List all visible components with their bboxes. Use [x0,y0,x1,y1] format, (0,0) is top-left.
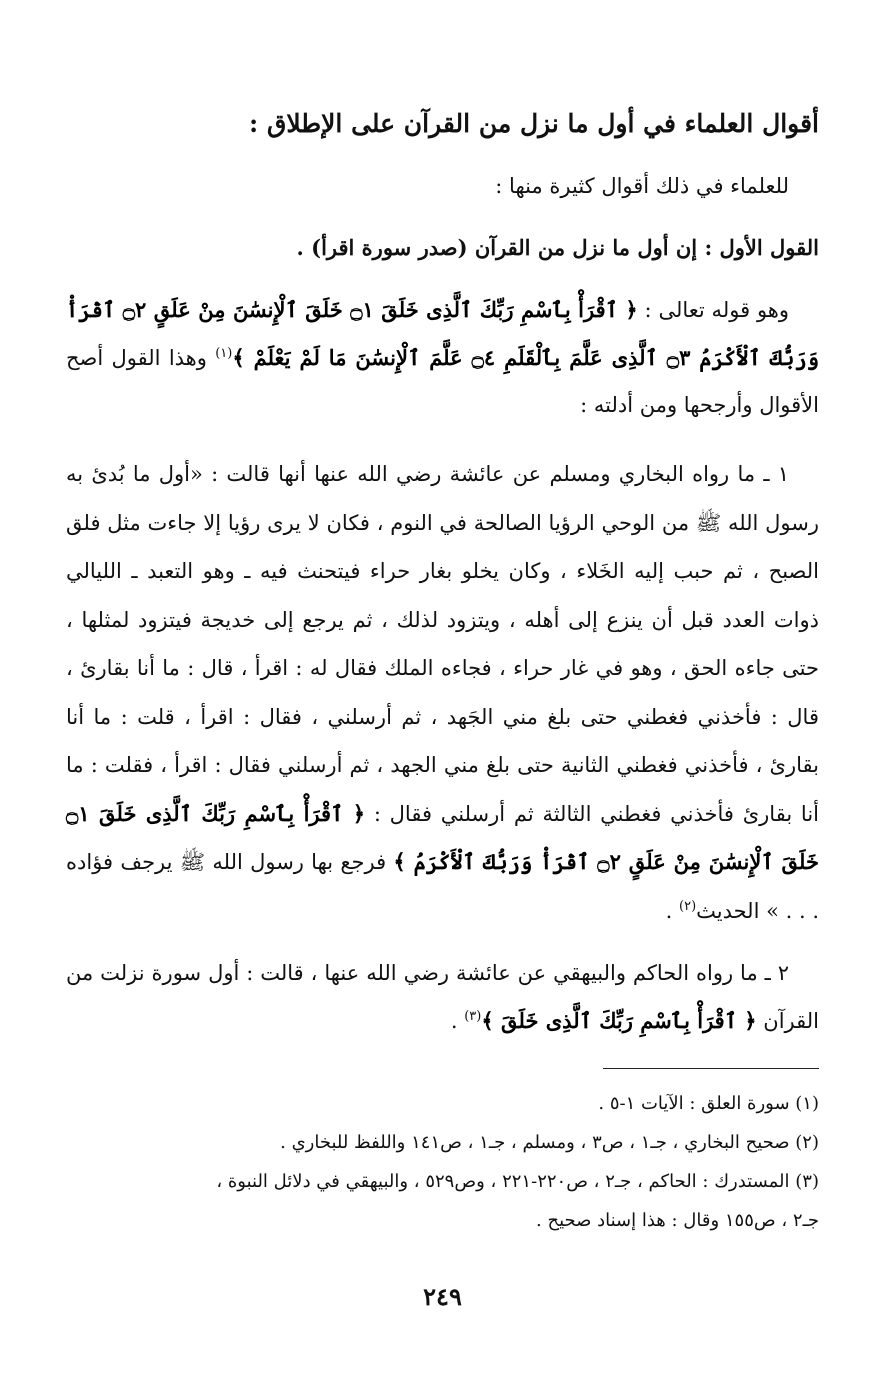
footnote-2: (٢) صحيح البخاري ، جـ١ ، ص٣ ، ومسلم ، جـ١ ، ص١٤١ واللفظ للبخاري . [280,1132,819,1153]
hadith-1-trail: فرجع بها رسول الله ﷺ يرجف فؤاده . . . » الحديث [66,850,819,923]
hadith-2-text: ٢ ـ ما رواه الحاكم والبيهقي عن عائشة رضي الله عنها ، قالت : أول سورة نزلت من القرآن [66,961,819,1033]
verse-trail-text: وهذا القول أصح الأقوال وأرجحها ومن أدلته : [66,346,819,417]
book-page [66,0,819,1399]
quran-verse: ﴿ ٱقْرَأْ بِٱسْمِ رَبِّكَ ٱلَّذِى خَلَقَ ۝١ خَلَقَ ٱلْإِنسَٰنَ مِنْ عَلَقٍ ۝٢ ٱقْرَأْ وَرَبُّكَ ٱلْأَكْرَمُ ﴾ [66,800,819,874]
footnote-ref: (٣) [464,1009,482,1024]
footnotes [66,1084,819,1240]
intro-line: للعلماء في ذلك أقوال كثيرة منها : [495,174,789,198]
footnote-3-continued: جـ٢ ، ص١٥٥ وقال : هذا إسناد صحيح . [536,1210,819,1231]
hadith-1-text: ١ ـ ما رواه البخاري ومسلم عن عائشة رضي الله عنها أنها قالت : «أول ما بُدئ به رسول الله ﷺ من الوحي الرؤيا الصالحة في النوم ، فكان لا يرى رؤيا إلا جاءت مثل فلق الصبح ، ثم حبب إليه الخَلاء ، وكان يخلو بغار حراء فيتحنث فيه ـ وهو التعبد ـ الليالي ذوات العدد قبل أن ينزع إلى أهله ، ويتزود لذلك ، ثم يرجع إلى خديجة فيتزود لمثلها ، حتى جاءه الحق ، وهو في غار حراء ، فجاءه الملك فقال له : اقرأ ، قال : ما أنا بقارئ ، قال : فأخذني فغطني حتى بلغ مني الجَهد ، ثم أرسلني ، فقال : اقرأ ، قلت : ما أنا بقارئ ، فأخذني فغطني الثانية حتى بلغ مني الجهد ، ثم أرسلني فقال : اقرأ ، فقلت : ما أنا بقارئ فأخذني فغطني الثالثة ثم أرسلني فقال : [66,462,819,826]
page-number: ٢٤٩ [423,1282,462,1311]
quran-verse: ﴿ ٱقْرَأْ بِٱسْمِ رَبِّكَ ٱلَّذِى خَلَقَ ﴾ [481,1008,757,1033]
footnote-3: (٣) المستدرك : الحاكم ، جـ٢ ، ص٢٢٠-٢٢١ ، وص٥٢٩ ، والبيهقي في دلائل النبوة ، [216,1171,819,1192]
hadith-2-end: . [450,1009,465,1033]
hadith-paragraph-2 [66,950,819,1045]
footnote-divider [603,1068,819,1069]
verse-lead-text: وهو قوله تعالى : [637,298,790,322]
hadith-1-end: . [665,898,679,923]
hadith-paragraph-1 [66,450,819,935]
verse-paragraph [66,286,819,429]
footnote-1: (١) سورة العلق : الآيات ١-٥ . [598,1093,819,1114]
footnote-ref: (٢) [679,898,697,914]
footnote-ref: (١) [215,346,233,361]
section-heading: أقوال العلماء في أول ما نزل من القرآن على الإطلاق : [249,109,819,138]
first-opinion-heading: القول الأول : إن أول ما نزل من القرآن (صدر سورة اقرأ) . [296,235,819,260]
quran-verse: ﴿ ٱقْرَأْ بِٱسْمِ رَبِّكَ ٱلَّذِى خَلَقَ ۝١ خَلَقَ ٱلْإِنسَٰنَ مِنْ عَلَقٍ ۝٢ ٱقْرَأْ وَرَبُّكَ ٱلْأَكْرَمُ ۝٣ ٱلَّذِى عَلَّمَ بِٱلْقَلَمِ ۝٤ عَلَّمَ ٱلْإِنسَٰنَ مَا لَمْ يَعْلَمْ ﴾ [66,297,820,370]
